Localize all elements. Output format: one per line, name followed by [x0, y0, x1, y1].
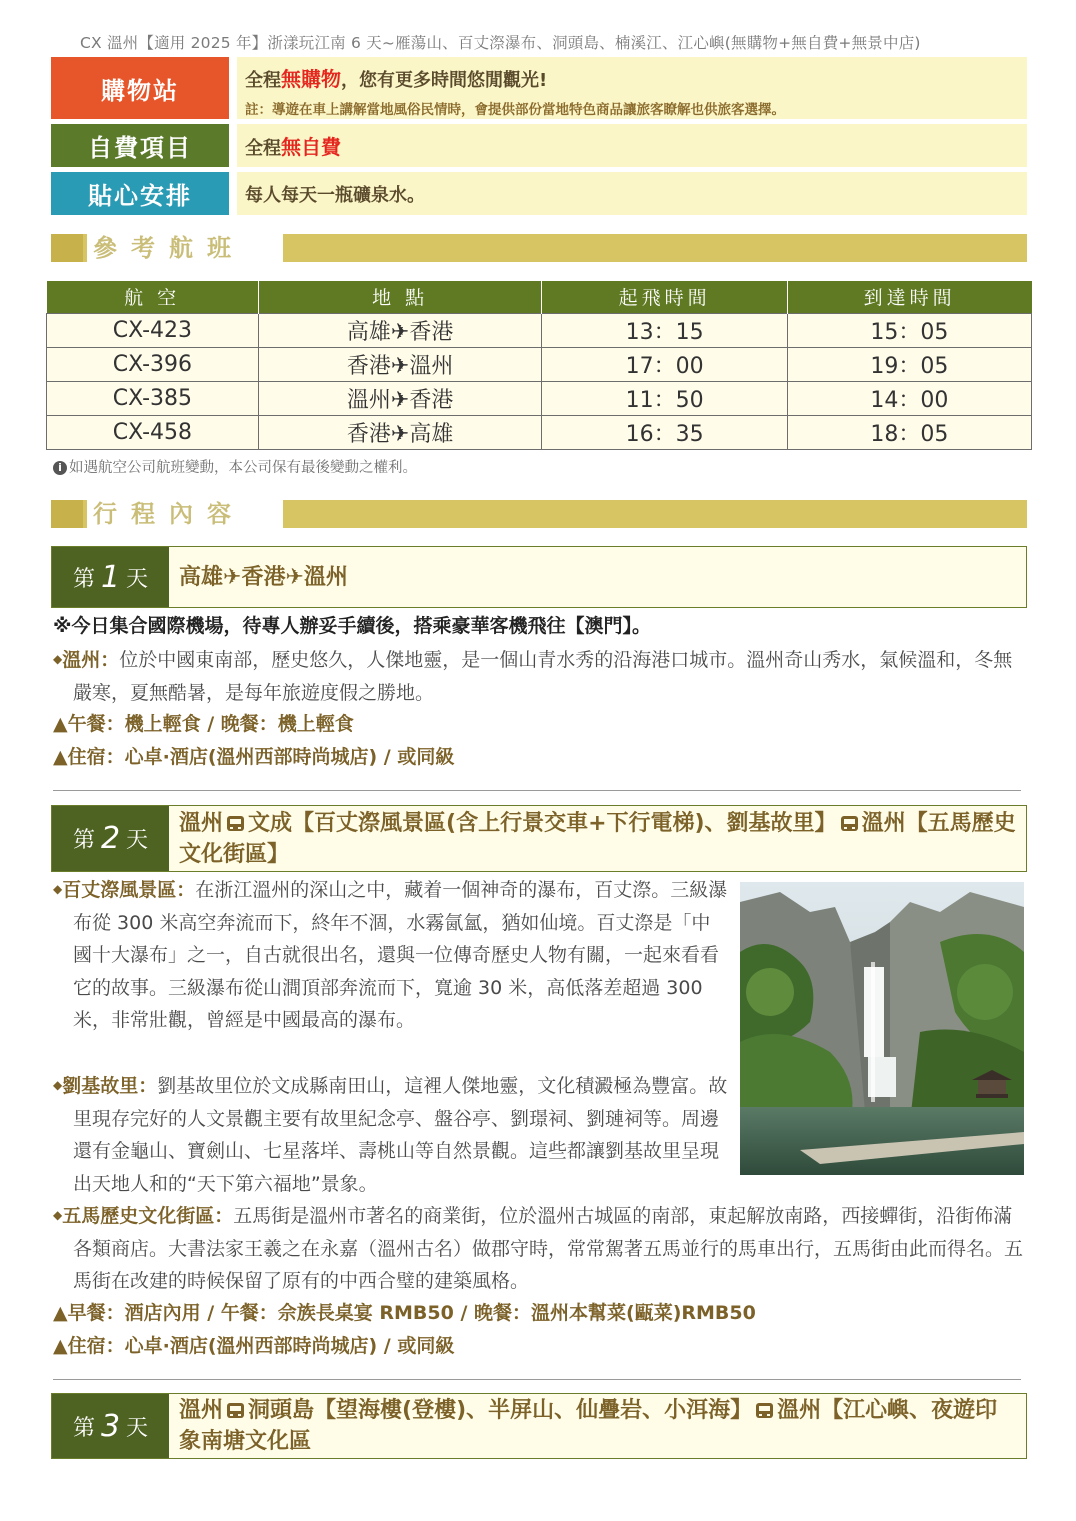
itinerary-section-title: 行程內容	[87, 498, 283, 530]
optional-highlight: 無自費	[281, 135, 341, 159]
care-row	[51, 172, 1027, 215]
flight-number: CX-423	[47, 313, 259, 347]
shopping-body	[237, 57, 1027, 119]
day-1-title	[169, 547, 1026, 607]
plane-icon: ✈	[390, 421, 410, 447]
flight-note-text: 如遇航空公司航班變動，本公司保有最後變動之權利。	[69, 460, 417, 476]
plane-icon: ✈	[390, 319, 410, 345]
flight-number: CX-396	[47, 347, 259, 381]
waterfall-photo	[740, 882, 1024, 1175]
day-2-hotel: ▲住宿：心卓·酒店(溫州西部時尚城店) / 或同級	[53, 1335, 455, 1357]
divider	[53, 1379, 1021, 1380]
item-text: 位於中國東南部，歷史悠久，人傑地靈，是一個山青水秀的沿海港口城市。溫州奇山秀水，氣候溫和，冬無嚴寒，夏無酷暑，是每年旅遊度假之勝地。	[73, 649, 1013, 704]
header-route: 地 點	[258, 281, 542, 313]
flight-route	[258, 381, 542, 415]
stop: 溫州	[179, 810, 224, 836]
day-2-tag	[52, 806, 169, 871]
bus-icon	[227, 1403, 244, 1418]
day-2-meals: ▲早餐：酒店內用 / 午餐：佘族長桌宴 RMB50 / 晚餐：溫州本幫菜(甌菜)RMB50	[53, 1302, 756, 1324]
stop: 溫州【五馬歷史文化街區】	[179, 810, 1016, 867]
route-to: 香港	[409, 319, 454, 345]
day-1-intro: ※今日集合國際機場，待專人辦妥手續後，搭乘豪華客機飛往【澳門】。	[53, 615, 651, 637]
optional-row	[51, 124, 1027, 167]
day-1-hotel: ▲住宿：心卓·酒店(溫州西部時尚城店) / 或同級	[53, 746, 455, 768]
flight-route	[258, 347, 542, 381]
stop: 溫州	[179, 1398, 224, 1423]
diamond-icon: ◆	[53, 652, 63, 666]
header-depart: 起飛時間	[542, 281, 787, 313]
flight-route	[258, 313, 542, 347]
depart-time: 16：35	[542, 415, 787, 449]
arrive-time: 18：05	[787, 415, 1031, 449]
arrive-time: 14：00	[787, 381, 1031, 415]
item-title: 溫州：	[62, 649, 120, 671]
flights-section-title: 參考航班	[87, 232, 283, 264]
stop: 溫州【江心嶼、夜遊印象南塘文化區	[179, 1398, 998, 1454]
diamond-icon: ◆	[53, 1078, 63, 1092]
item-text: 五馬街是溫州市著名的商業街，位於溫州古城區的南部，東起解放南路，西接蟬街，沿街佈滿各類商店。大書法家王羲之在永嘉（溫州古名）做郡守時，常常駕著五馬並行的馬車出行，五馬街由此而得名。五馬街在改建的時候保留了原有的中西合璧的建築風格。	[73, 1205, 1024, 1293]
route-from: 香港	[346, 421, 391, 447]
flight-note	[53, 456, 417, 477]
day-3-tag	[52, 1394, 169, 1458]
shopping-label: 購物站	[51, 57, 229, 119]
shopping-prefix: 全程	[245, 70, 281, 91]
day-suffix: 天	[126, 1415, 149, 1441]
diamond-icon: ◆	[53, 1208, 63, 1222]
info-icon: i	[53, 461, 67, 475]
plane-icon: ✈	[223, 564, 242, 590]
document-title: CX 溫州【適用 2025 年】浙漾玩江南 6 天~雁蕩山、百丈漈瀑布、洞頭島、楠溪江、江心嶼(無購物+無自費+無景中店)	[80, 34, 921, 52]
day-suffix: 天	[126, 828, 149, 853]
item-title: 百丈漈風景區：	[62, 879, 196, 901]
item-title: 劉基故里：	[62, 1075, 158, 1097]
day-number: 3	[100, 1408, 121, 1444]
day-2-title	[169, 806, 1026, 871]
flights-section-bar	[51, 234, 1027, 262]
day-2-item	[53, 1069, 728, 1200]
day-3-header	[51, 1393, 1027, 1459]
plane-icon: ✈	[285, 564, 304, 590]
care-label: 貼心安排	[51, 172, 229, 215]
item-text: 劉基故里位於文成縣南田山，這裡人傑地靈，文化積澱極為豐富。故里現存完好的人文景觀主要有故里紀念亭、盤谷亭、劉璟祠、劉璉祠等。周邊還有金龜山、寶劍山、七星落垟、壽桃山等自然景觀。這些都讓劉基故里呈現出天地人和的“天下第六福地”景象。	[73, 1075, 728, 1195]
plane-icon: ✈	[390, 353, 410, 379]
header-arrive: 到達時間	[787, 281, 1031, 313]
section-mark	[51, 500, 83, 528]
day-prefix: 第	[72, 1415, 95, 1441]
optional-body	[237, 124, 1027, 167]
flight-number: CX-385	[47, 381, 259, 415]
table-row	[47, 415, 1032, 449]
flight-route	[258, 415, 542, 449]
optional-prefix: 全程	[245, 138, 281, 159]
bus-icon	[227, 816, 244, 831]
divider	[53, 790, 1021, 791]
day-2-item	[53, 1199, 1028, 1298]
shopping-highlight: 無購物	[281, 67, 341, 91]
care-text: 每人每天一瓶礦泉水。	[245, 184, 425, 206]
day-prefix: 第	[72, 566, 95, 592]
day-1-item	[53, 643, 1023, 709]
header-airline: 航 空	[47, 281, 259, 313]
table-row	[47, 313, 1032, 347]
table-row	[47, 381, 1032, 415]
bus-icon	[841, 816, 858, 831]
stop: 溫州	[303, 564, 348, 590]
route-to: 高雄	[409, 421, 454, 447]
route-to: 溫州	[409, 353, 454, 379]
flight-number: CX-458	[47, 415, 259, 449]
arrive-time: 19：05	[787, 347, 1031, 381]
depart-time: 17：00	[542, 347, 787, 381]
day-prefix: 第	[72, 828, 95, 853]
depart-time: 11：50	[542, 381, 787, 415]
route-from: 溫州	[346, 387, 391, 413]
day-1-header	[51, 546, 1027, 608]
plane-icon: ✈	[390, 387, 410, 413]
item-title: 五馬歷史文化街區：	[62, 1205, 234, 1227]
day-2-header	[51, 805, 1027, 872]
day-1-tag	[52, 547, 169, 607]
route-to: 香港	[409, 387, 454, 413]
table-row	[47, 347, 1032, 381]
stop: 文成【百丈漈風景區(含上行景交車+下行電梯)、劉基故里】	[248, 810, 837, 836]
stop: 高雄	[179, 564, 224, 590]
route-from: 高雄	[346, 319, 391, 345]
item-text: 在浙江溫州的深山之中，藏着一個神奇的瀑布，百丈漈。三級瀑布從 300 米高空奔流而下，終年不涸，水霧氤氳，猶如仙境。百丈漈是「中國十大瀑布」之一，自古就很出名，還與一位傳奇歷史人物有關，一起來看看它的故事。三級瀑布從山澗頂部奔流而下，寬逾 30 米，高低落差超過 300 米，非常壯觀，曾經是中國最高的瀑布。	[73, 879, 728, 1032]
flight-table-header	[47, 281, 1032, 313]
stop: 香港	[241, 564, 286, 590]
day-2-item	[53, 873, 728, 1037]
optional-line	[245, 131, 341, 160]
diamond-icon: ◆	[53, 882, 63, 896]
optional-label: 自費項目	[51, 124, 229, 167]
day-1-meals: ▲午餐：機上輕食 / 晚餐：機上輕食	[53, 713, 354, 735]
arrive-time: 15：05	[787, 313, 1031, 347]
care-body	[237, 172, 1027, 215]
stop: 洞頭島【望海樓(登樓)、半屏山、仙疊岩、小洱海】	[248, 1398, 753, 1423]
shopping-row	[51, 57, 1027, 119]
section-mark	[51, 234, 83, 262]
day-3-title	[169, 1394, 1026, 1458]
day-number: 2	[100, 821, 121, 856]
itinerary-section-bar	[51, 500, 1027, 528]
depart-time: 13：15	[542, 313, 787, 347]
shopping-suffix: ，您有更多時間悠閒觀光!	[341, 70, 548, 91]
flight-table	[46, 281, 1032, 450]
shopping-note: 註：導遊在車上講解當地風俗民情時，會提供部份當地特色商品讓旅客瞭解也供旅客選擇。	[245, 102, 785, 118]
shopping-line	[245, 63, 1019, 92]
route-from: 香港	[346, 353, 391, 379]
day-number: 1	[100, 559, 121, 595]
bus-icon	[756, 1403, 773, 1418]
day-suffix: 天	[126, 566, 149, 592]
